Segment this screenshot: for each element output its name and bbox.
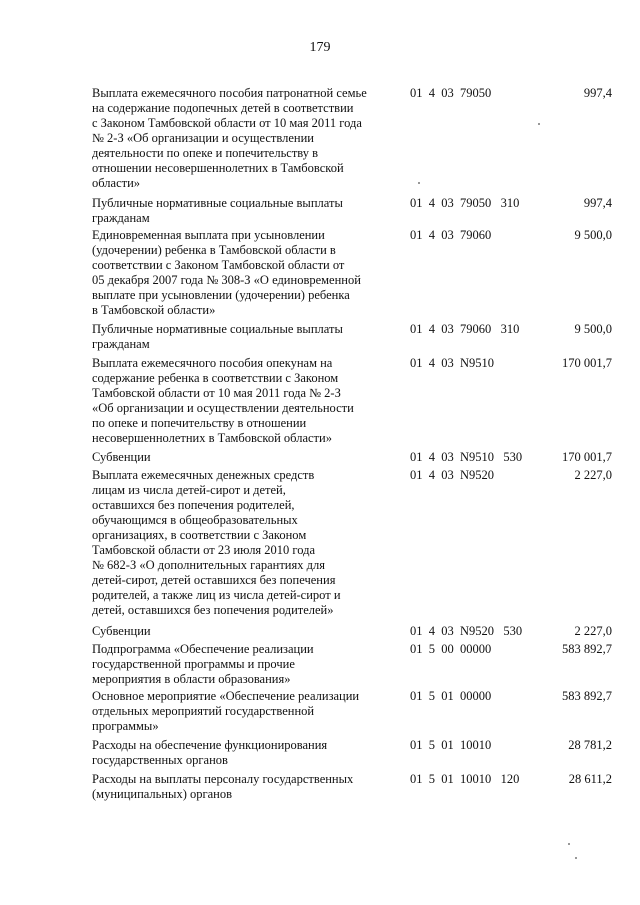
description-line: Подпрограмма «Обеспечение реализации: [92, 642, 314, 656]
classification-code: 01 4 03 79060: [410, 228, 492, 242]
description-line: государственных органов: [92, 753, 228, 767]
description-line: соответствии с Законом Тамбовской области от: [92, 258, 345, 272]
description-line: с Законом Тамбовской области от 10 мая 2011 года: [92, 116, 362, 130]
amount-value: 997,4: [583, 196, 612, 210]
row-description: [92, 322, 382, 352]
description-line: (муниципальных) органов: [92, 787, 233, 801]
table-row: [92, 642, 612, 687]
description-line: Единовременная выплата при усыновлении: [92, 228, 325, 242]
table-row: [92, 468, 612, 618]
amount-value: 583 892,7: [562, 642, 612, 656]
description-line: Тамбовской области от 10 мая 2011 года № 2-З: [92, 386, 341, 400]
table-row: [92, 86, 612, 191]
description-line: Основное мероприятие «Обеспечение реализации: [92, 689, 360, 703]
table-row: [92, 689, 612, 734]
table-row: [92, 624, 612, 639]
scan-speck: [418, 182, 420, 184]
table-row: [92, 196, 612, 226]
amount-value: 2 227,0: [574, 624, 612, 638]
description-line: мероприятия в области образования»: [92, 672, 291, 686]
row-description: [92, 772, 382, 802]
description-line: детей-сирот, детей оставшихся без попечения: [92, 573, 336, 587]
description-line: Тамбовской области от 23 июля 2010 года: [92, 543, 316, 557]
table-row: [92, 356, 612, 446]
classification-code: 01 4 03 79060 310: [410, 322, 520, 336]
description-line: детей, оставшихся без попечения родителей»: [92, 603, 334, 617]
row-description: [92, 642, 382, 687]
row-description: [92, 689, 382, 734]
table-row: [92, 738, 612, 768]
description-line: отдельных мероприятий государственной: [92, 704, 315, 718]
description-line: содержание ребенка в соответствии с Законом: [92, 371, 339, 385]
description-line: на содержание подопечных детей в соответствии: [92, 101, 354, 115]
row-description: [92, 356, 382, 446]
description-line: № 2-З «Об организации и осуществлении: [92, 131, 314, 145]
description-line: деятельности по опеке и попечительству в: [92, 146, 319, 160]
description-line: в Тамбовской области»: [92, 303, 216, 317]
classification-code: 01 5 01 00000: [410, 689, 492, 703]
description-line: выплате при усыновлении (удочерении) ребенка: [92, 288, 350, 302]
classification-code: 01 5 00 00000: [410, 642, 492, 656]
description-line: организациях, в соответствии с Законом: [92, 528, 307, 542]
classification-code: 01 5 01 10010: [410, 738, 492, 752]
page-number: 179: [309, 40, 331, 55]
description-line: Расходы на обеспечение функционирования: [92, 738, 328, 752]
scan-speck: [538, 123, 540, 125]
row-description: [92, 468, 382, 618]
classification-code: 01 4 03 N9520 530: [410, 624, 523, 638]
classification-code: 01 4 03 N9520: [410, 468, 495, 482]
description-line: отношении несовершеннолетних в Тамбовской: [92, 161, 344, 175]
amount-value: 28 781,2: [568, 738, 612, 752]
amount-value: 9 500,0: [574, 322, 612, 336]
description-line: гражданам: [92, 211, 150, 225]
amount-value: 170 001,7: [562, 356, 612, 370]
description-line: Расходы на выплаты персоналу государственных: [92, 772, 354, 786]
classification-code: 01 4 03 N9510 530: [410, 450, 523, 464]
description-line: несовершеннолетних в Тамбовской области»: [92, 431, 332, 445]
classification-code: 01 4 03 N9510: [410, 356, 495, 370]
description-line: родителей, а также лиц из числа детей-сирот и: [92, 588, 341, 602]
description-line: лицам из числа детей-сирот и детей,: [92, 483, 286, 497]
amount-value: 170 001,7: [562, 450, 612, 464]
amount-value: 997,4: [583, 86, 612, 100]
row-description: [92, 86, 382, 191]
classification-code: 01 4 03 79050: [410, 86, 492, 100]
row-description: [92, 450, 382, 465]
classification-code: 01 5 01 10010 120: [410, 772, 520, 786]
description-line: программы»: [92, 719, 159, 733]
table-row: [92, 228, 612, 318]
description-line: Публичные нормативные социальные выплаты: [92, 322, 343, 336]
description-line: обучающимся в общеобразовательных: [92, 513, 298, 527]
classification-code: 01 4 03 79050 310: [410, 196, 520, 210]
description-line: Субвенции: [92, 624, 151, 638]
amount-value: 583 892,7: [562, 689, 612, 703]
amount-value: 2 227,0: [574, 468, 612, 482]
description-line: (удочерении) ребенка в Тамбовской области в: [92, 243, 336, 257]
amount-value: 9 500,0: [574, 228, 612, 242]
description-line: Выплата ежемесячных денежных средств: [92, 468, 315, 482]
description-line: № 682-З «О дополнительных гарантиях для: [92, 558, 325, 572]
description-line: Выплата ежемесячного пособия опекунам на: [92, 356, 333, 370]
description-line: по опеке и попечительству в отношении: [92, 416, 307, 430]
description-line: области»: [92, 176, 141, 190]
table-row: [92, 450, 612, 465]
row-description: [92, 196, 382, 226]
scan-speck: [568, 843, 570, 845]
row-description: [92, 738, 382, 768]
description-line: 05 декабря 2007 года № 308-З «О единовременной: [92, 273, 361, 287]
description-line: оставшихся без попечения родителей,: [92, 498, 295, 512]
row-description: [92, 624, 382, 639]
table-row: [92, 322, 612, 352]
scan-speck: [575, 857, 577, 859]
description-line: Выплата ежемесячного пособия патронатной семье: [92, 86, 367, 100]
table-row: [92, 772, 612, 802]
description-line: «Об организации и осуществлении деятельности: [92, 401, 354, 415]
description-line: Субвенции: [92, 450, 151, 464]
amount-value: 28 611,2: [568, 772, 612, 786]
description-line: гражданам: [92, 337, 150, 351]
description-line: государственной программы и прочие: [92, 657, 295, 671]
description-line: Публичные нормативные социальные выплаты: [92, 196, 343, 210]
row-description: [92, 228, 382, 318]
